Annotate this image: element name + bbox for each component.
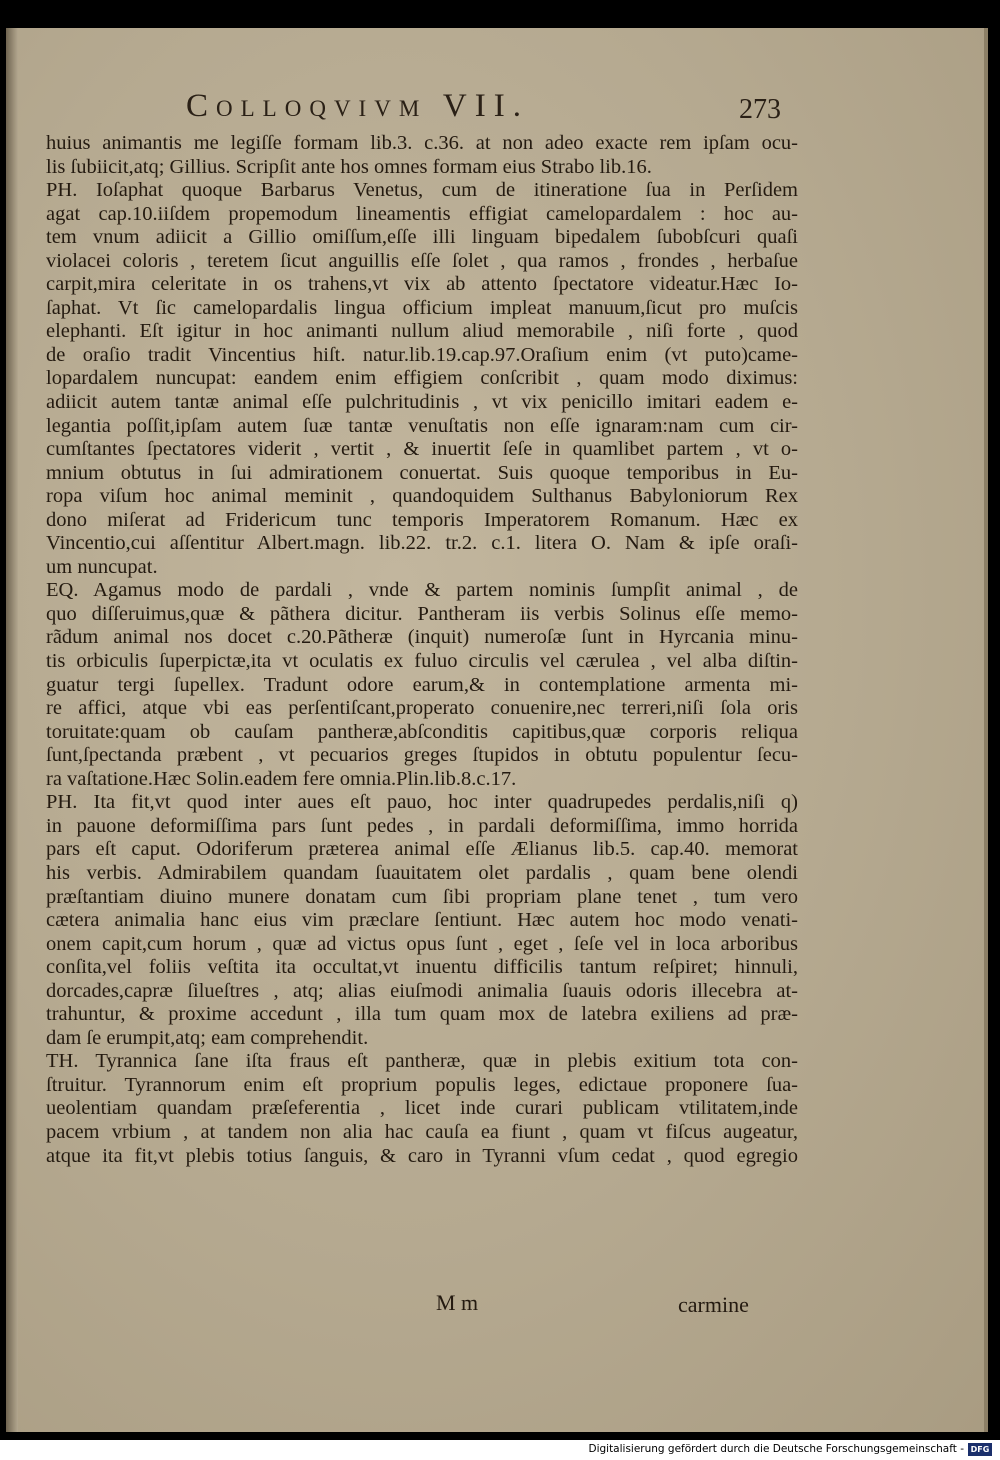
text-line: toruitate:quam ob cauſam pantheræ,abſconditis capitibus,quæ corporis reliqua [46, 720, 798, 743]
text-line: pars eſt caput. Odoriferum præterea animal eſſe Ælianus lib.5. cap.40. memorat [46, 838, 798, 861]
text-line: pacem vrbium , at tandem non alia hac cauſa ea fiunt , quam vt fiſcus augeatur, [46, 1120, 798, 1143]
funding-credit: Digitalisierung gefördert durch die Deutsche Forschungsgemeinschaft - [588, 1443, 964, 1455]
text-line: cumſtantes ſpectatores viderit , vertit , & inuertit ſeſe in quamlibet partem , vt o- [46, 438, 798, 461]
running-head: Colloqvivm VII. [186, 88, 529, 124]
text-line: ueolentiam quandam præſeferentia , licet inde curari publicam vtilitatem,inde [46, 1097, 798, 1120]
text-line: his verbis. Admirabilem quandam ſuauitatem olet pardalis , quam bene olendi [46, 861, 798, 884]
text-line: um nuncupat. [46, 555, 158, 578]
text-line: adiicit autem tantæ animal eſſe pulchritudinis , vt vix penicillo imitari eadem e- [46, 391, 798, 414]
page-footer [6, 1290, 984, 1320]
text-line: conſita,vel foliis veſtita ita occultat,vt inuentu difficilis tantum reſpiret; hinnuli, [46, 956, 798, 979]
page-number: 273 [739, 94, 781, 125]
text-line: guatur tergi ſupellex. Tradunt odore earum,& in contemplatione armenta mi- [46, 673, 798, 696]
text-line: violacei coloris , teretem ſicut anguillis eſſe ſolet , qua ramos , frondes , herbaſue [46, 249, 798, 272]
text-line: ſaphat. Vt ſic camelopardalis lingua officium impleat manuum,ſicut pro muſcis [46, 296, 798, 319]
signature-mark: M m [436, 1290, 479, 1315]
text-line: ra vaſtatione.Hæc Solin.eadem fere omnia.Plin.lib.8.c.17. [46, 767, 517, 790]
text-line: onem capit,cum horum , quæ ad victus opus ſunt , eget , ſeſe vel in loca arboribus [46, 932, 798, 955]
text-line: lis ſubiicit,atq; Gillius. Scripſit ante hos omnes formam eius Strabo lib.16. [46, 155, 652, 178]
text-line: quo diſſeruimus,quæ & pãthera dicitur. Pantheram iis verbis Solinus eſſe memo- [46, 602, 798, 625]
text-line: carpit,mira celeritate in os trahens,vt vix ab attento ſpectatore videatur.Hæc Io- [46, 273, 798, 296]
text-line: elephanti. Eſt igitur in hoc animanti nullum aliud memorabile , niſi forte , quod [46, 320, 798, 343]
text-line: TH. Tyrannica ſane iſta fraus eſt pantheræ, quæ in plebis exitium tota con- [46, 1050, 798, 1073]
text-line: EQ. Agamus modo de pardali , vnde & partem nominis ſumpſit animal , de [46, 579, 798, 602]
text-line: de oraſio tradit Vincentius hiſt. natur.lib.19.cap.97.Oraſium enim (vt puto)came- [46, 343, 798, 366]
text-line: Vincentio,cui aſſentitur Albert.magn. lib.22. tr.2. c.1. litera O. Nam & ipſe oraſi- [46, 532, 798, 555]
book-page [6, 28, 988, 1432]
text-line: ſtruitur. Tyrannorum enim eſt proprium populis leges, edictaue proponere ſua- [46, 1073, 798, 1096]
text-line: lopardalem nuncupat: eandem enim effigiem conſcribit , quam modo diximus: [46, 367, 798, 390]
page-header [6, 88, 984, 128]
text-line: rãdum animal nos docet c.20.Pãtheræ (inquit) numeroſæ ſunt in Hyrcania minu- [46, 626, 798, 649]
text-line: PH. Ioſaphat quoque Barbarus Venetus, cum de itineratione ſua in Perſidem [46, 179, 798, 202]
text-line: PH. Ita fit,vt quod inter aues eſt pauo, hoc inter quadrupedes perdalis,niſi q) [46, 791, 798, 814]
text-line: trahuntur, & proxime accedunt , illa tum quam mox de latebra exiliens ad præ- [46, 1003, 798, 1026]
credit-bar [0, 1440, 1000, 1460]
text-line: tem vnum adiicit a Gillio omiſſum,eſſe illi linguam bipedalem ſubobſcuri quaſi [46, 226, 798, 249]
text-line: mnium obtutus in ſui admirationem conuertat. Suis quoque temporibus in Eu- [46, 461, 798, 484]
text-line: dam ſe erumpit,atq; eam comprehendit. [46, 1026, 369, 1049]
text-line: ſunt,ſpectanda præbent , vt pecuarios greges ſtupidos in obtutu populentur ſecu- [46, 744, 798, 767]
text-line: dorcades,capræ ſilueſtres , atq; alias eiuſmodi animalia ſuauis odoris illecebra at- [46, 979, 798, 1002]
dfg-logo: DFG [968, 1443, 992, 1456]
text-line: agat cap.10.iiſdem propemodum lineamentis effigiat camelopardalem : hoc au- [46, 202, 798, 225]
text-line: atque ita fit,vt plebis totius ſanguis, & caro in Tyranni vſum cedat , quod egregio [46, 1144, 798, 1167]
text-line: tis orbiculis ſuperpictæ,ita vt oculatis ex fuluo circulis vel cærulea , vel alba diſtin- [46, 650, 798, 673]
catchword: carmine [678, 1292, 749, 1317]
text-line: dono miſerat ad Fridericum tunc temporis Imperatorem Romanum. Hæc ex [46, 508, 798, 531]
text-line: cætera animalia hanc eius vim præclare ſentiunt. Hæc autem hoc modo venati- [46, 909, 798, 932]
text-line: præſtantiam diuino munere donatam cum ſibi propriam plane tenet , tum vero [46, 885, 798, 908]
text-line: huius animantis me legiſſe formam lib.3. c.36. at non adeo exacte rem ipſam ocu- [46, 132, 798, 154]
text-line: re affici, atque vbi eas perſentiſcant,properato conuenire,nec terreri,niſi ſola oris [46, 697, 798, 720]
text-line: in pauone deformiſſima pars ſunt pedes , in pardali deformiſſima, immo horrida [46, 814, 798, 837]
text-line: legantia poſſit,ipſam autem ſuæ tantæ venuſtatis non eſſe ignaram:nam cum cir- [46, 414, 798, 437]
text-line: ropa viſum hoc animal meminit , quandoquidem Sulthanus Babyloniorum Rex [46, 485, 798, 508]
page-gutter [6, 28, 18, 1432]
body-text [46, 132, 798, 1168]
